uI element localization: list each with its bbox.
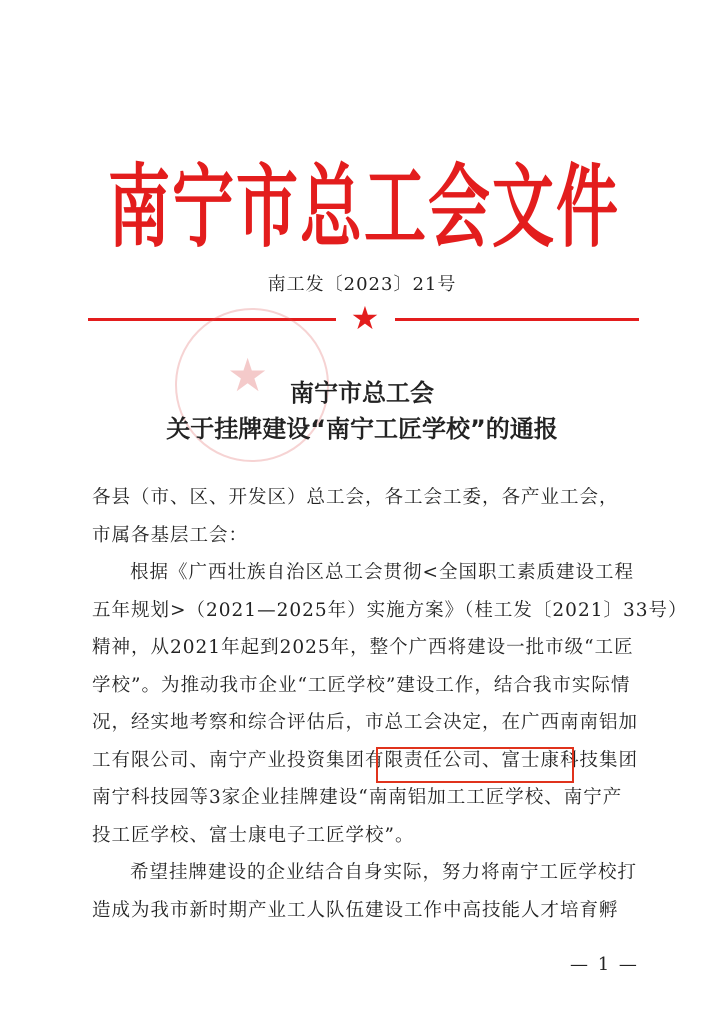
document-number: 南工发〔2023〕21号 — [267, 274, 457, 295]
body-line: 五年规划>（2021—2025年）实施方案》（桂工发〔2021〕33号） — [92, 599, 688, 621]
page-number: — 1 — — [570, 954, 639, 975]
body-line: 造成为我市新时期产业工人队伍建设工作中高技能人才培育孵 — [92, 899, 619, 921]
body-line: 况，经实地考察和综合评估后，市总工会决定，在广西南南铝加 — [92, 712, 639, 733]
body-line: 投工匠学校、富士康电子工匠学校”。 — [92, 824, 415, 846]
body-line: 南宁科技园等3家企业挂牌建设“南南铝加工工匠学校、南宁产 — [92, 787, 623, 808]
body-line: 希望挂牌建设的企业结合自身实际，努力将南宁工匠学校打 — [130, 862, 638, 883]
body-line: 各县（市、区、开发区）总工会，各工会工委，各产业工会， — [92, 487, 619, 508]
body-line: 市属各基层工会： — [92, 524, 249, 546]
document-title-line-2: 关于挂牌建设“南宁工匠学校”的通报 — [166, 415, 558, 443]
body-line: 精神，从2021年起到2025年，整个广西将建设一批市级“工匠 — [92, 637, 634, 658]
document-title-line-1: 南宁市总工会 — [290, 379, 434, 407]
body-text — [92, 479, 688, 929]
red-rule-right — [395, 318, 639, 321]
body-line: 工有限公司、南宁产业投资集团有限责任公司、富士康科技集团 — [92, 749, 639, 771]
red-star-icon: ★ — [350, 299, 380, 337]
highlight-box — [376, 747, 574, 783]
body-line: 根据《广西壮族自治区总工会贯彻<全国职工素质建设工程 — [130, 562, 635, 583]
document-header-title: 南宁市总工会文件 — [107, 154, 620, 260]
body-line: 学校”。为推动我市企业“工匠学校”建设工作，结合我市实际情 — [92, 674, 631, 696]
seal-star-icon: ★ — [227, 348, 269, 402]
